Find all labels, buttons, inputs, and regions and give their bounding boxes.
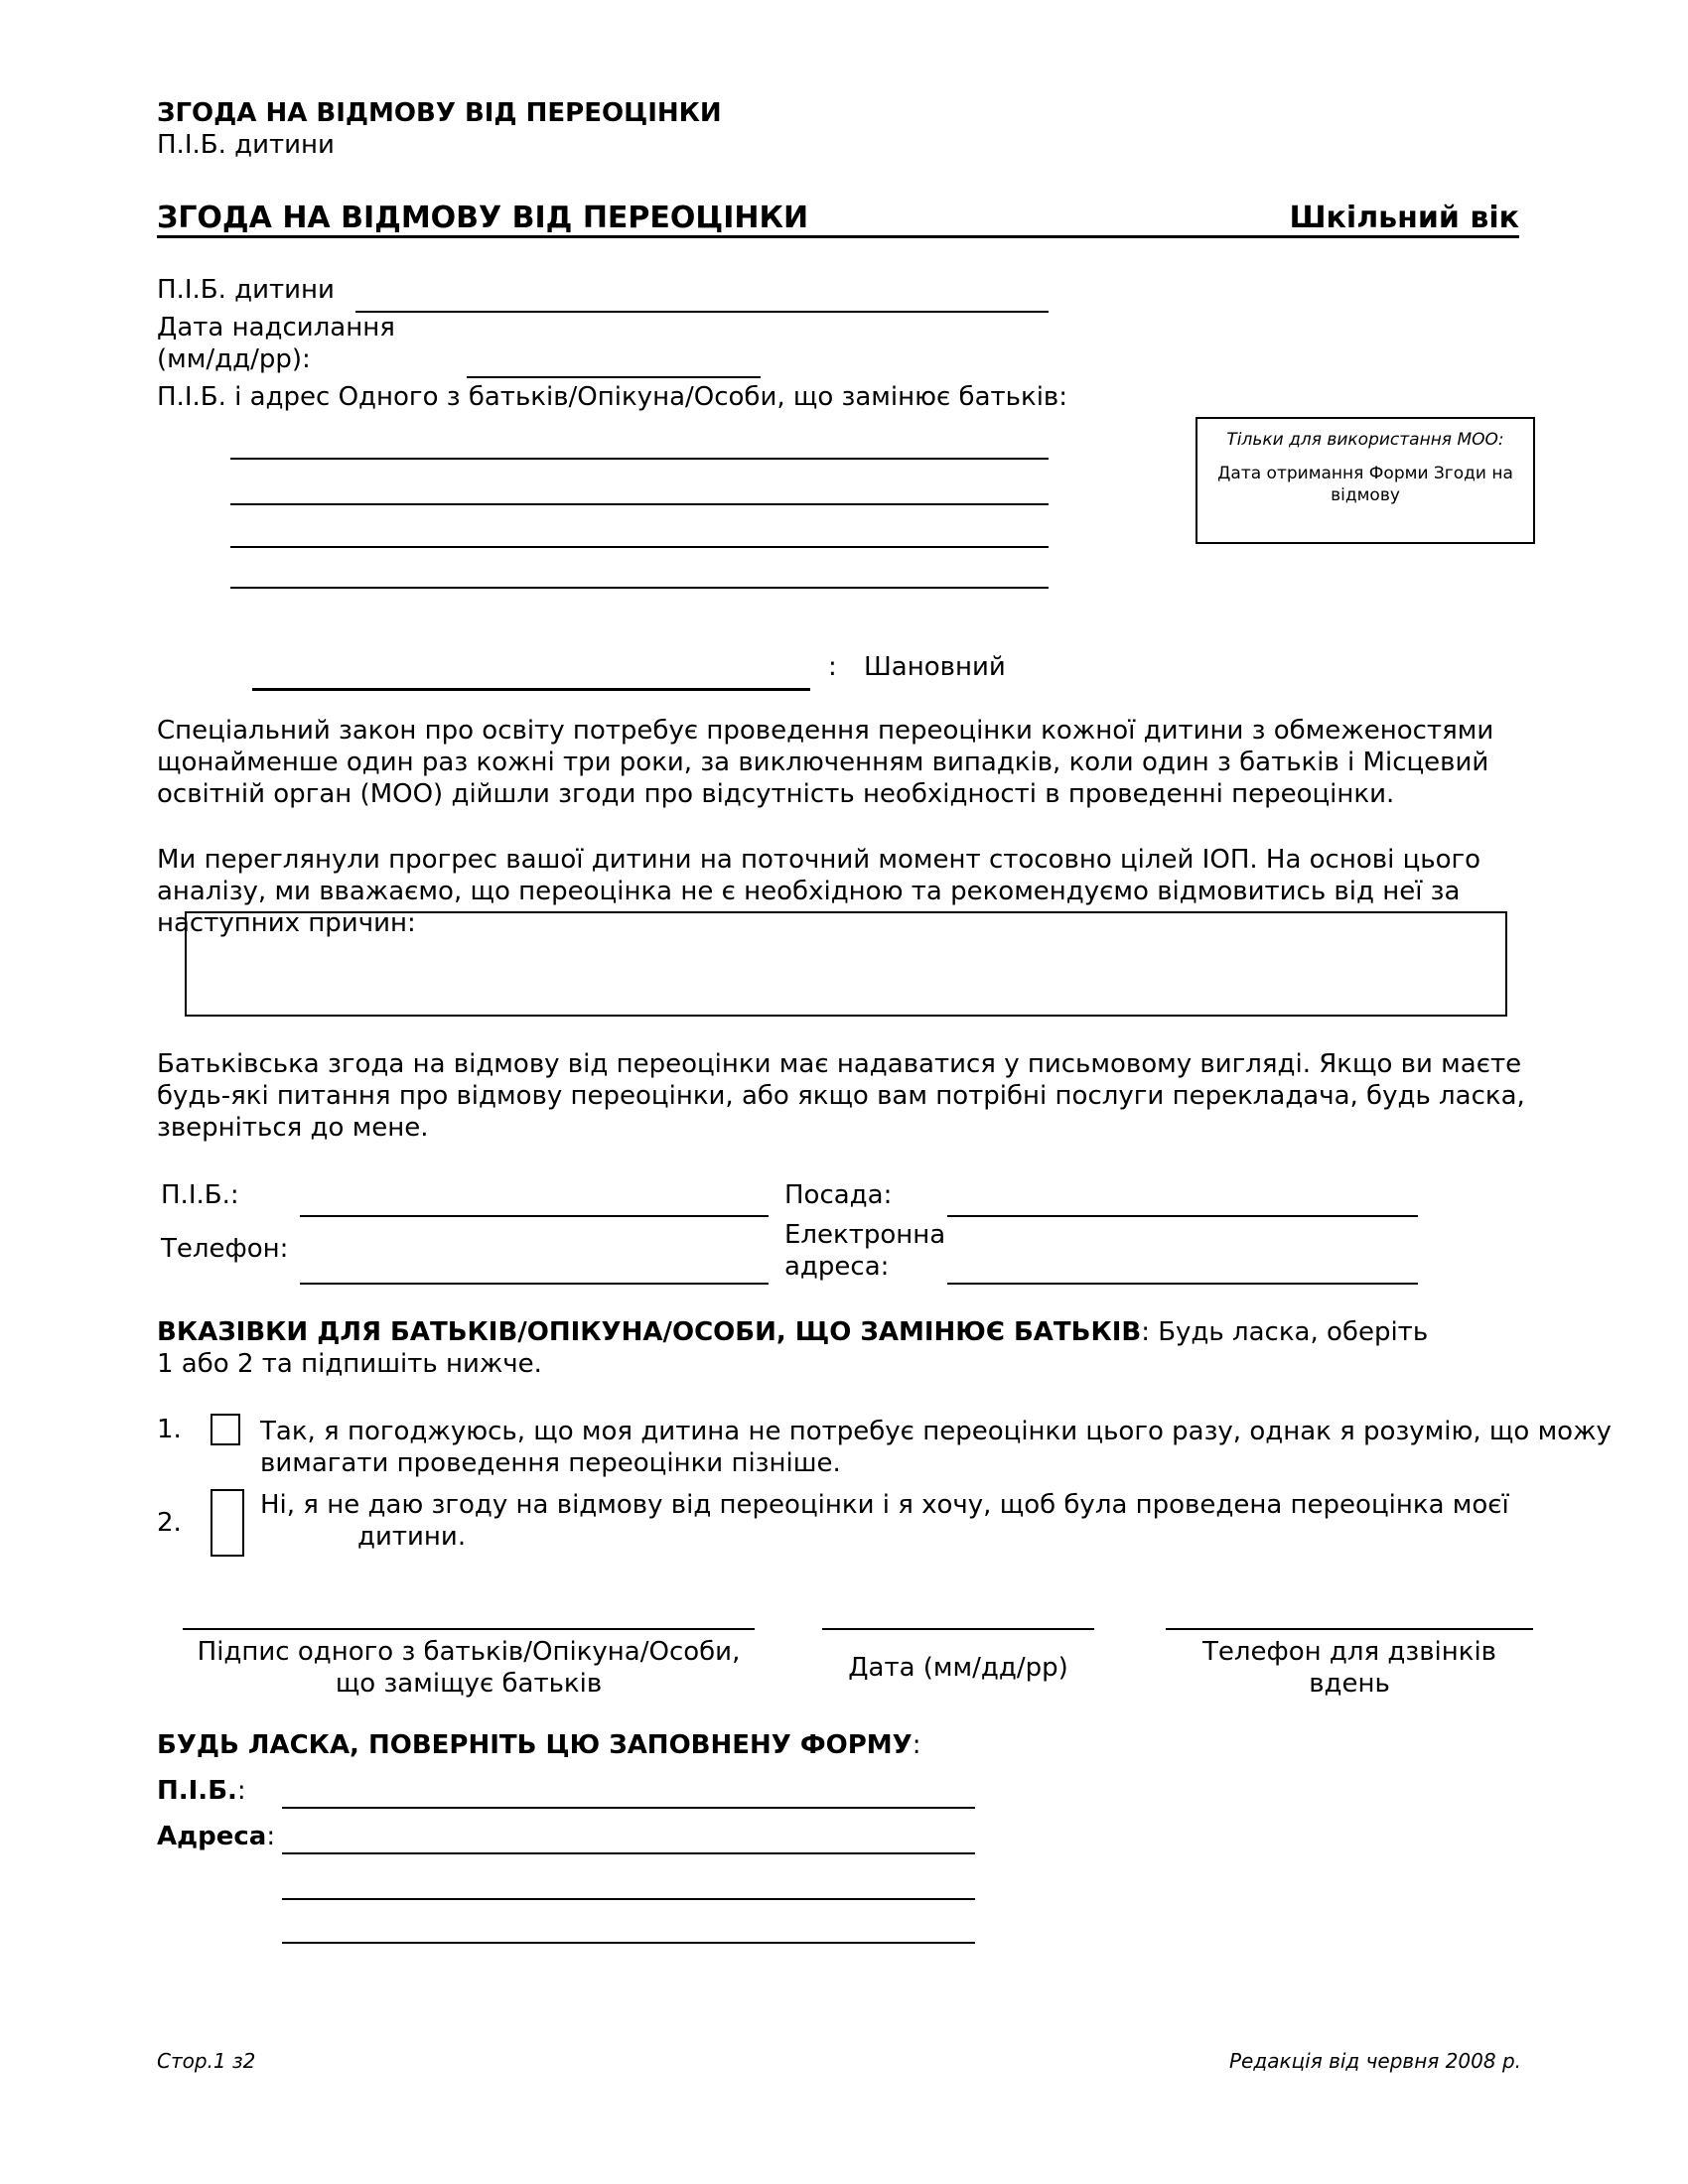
main-title: ЗГОДА НА ВІДМОВУ ВІД ПЕРЕОЦІНКИ	[157, 201, 809, 235]
age-label: Шкільний вік	[1289, 201, 1519, 235]
child-name-label: П.І.Б. дитини	[157, 275, 335, 305]
return-title-colon: :	[912, 1730, 921, 1760]
option-1-checkbox[interactable]	[211, 1414, 240, 1445]
return-address-line-1[interactable]	[282, 1852, 975, 1854]
signature-date-label: Дата (мм/дд/рр)	[848, 1653, 1068, 1683]
contact-email-label-2: адреса:	[784, 1252, 890, 1282]
return-title	[157, 1729, 921, 1761]
contact-phone-label: Телефон:	[161, 1234, 289, 1264]
option-1-line-1: Так, я погоджуюсь, що моя дитина не потребує переоцінки цього разу, однак я розумію, що можу	[260, 1417, 1612, 1446]
paragraph-review: Ми переглянули прогрес вашої дитини на поточний момент стосовно цілей ІОП. На основі цього аналізу, ми вважаємо, що переоцінка не є необхідною та рекомендуємо відмовитись від неї за наступних причин:	[157, 845, 1481, 938]
contact-phone-line[interactable]	[300, 1283, 769, 1285]
return-name-label	[157, 1775, 246, 1807]
date-sent-line[interactable]	[467, 376, 761, 378]
return-address-line-3[interactable]	[282, 1942, 975, 1944]
paragraph-law: Спеціальний закон про освіту потребує проведення переоцінки кожної дитини з обмеженостями щонайменше один раз кожні три роки, за виключенням випадків, коли один з батьків і Місцевий освітній орган (МОО) дійшли згоди про відсутність необхідності в проведенні переоцінки.	[157, 716, 1494, 809]
option-2-checkbox[interactable]	[211, 1489, 244, 1557]
reasons-box[interactable]	[185, 911, 1507, 1017]
signature-line[interactable]	[183, 1628, 755, 1630]
top-child-name: П.І.Б. дитини	[157, 130, 335, 160]
return-name-colon: :	[236, 1776, 246, 1806]
option-2-line-1: Ні, я не даю згоду на відмову від переоцінки і я хочу, щоб була проведена переоцінка моєї	[260, 1490, 1509, 1520]
greeting-salutation: Шановний	[864, 652, 1006, 682]
return-name-line[interactable]	[282, 1807, 975, 1809]
signature-date-line[interactable]	[822, 1628, 1094, 1630]
contact-name-line[interactable]	[300, 1215, 769, 1217]
instructions-bold: ВКАЗІВКИ ДЛЯ БАТЬКІВ/ОПІКУНА/ОСОБИ, ЩО ЗАМІНЮЄ БАТЬКІВ	[157, 1317, 1142, 1347]
option-1-line-2: вимагати проведення переоцінки пізніше.	[260, 1448, 841, 1478]
title-rule	[157, 235, 1519, 238]
contact-position-line[interactable]	[947, 1215, 1418, 1217]
recipient-line[interactable]	[252, 688, 810, 691]
moo-box	[1196, 417, 1535, 544]
signature-phone-label-2: вдень	[1309, 1669, 1390, 1699]
child-name-line[interactable]	[355, 311, 1049, 313]
contact-name-label: П.І.Б.:	[161, 1180, 239, 1210]
date-sent-label-1: Дата надсилання	[157, 313, 395, 342]
paragraph-consent: Батьківська згода на відмову від переоцінки має надаватися у письмовому вигляді. Якщо ви маєте будь-які питання про відмову переоцінки, або якщо вам потрібні послуги перекладача, будь ласка, зверніться до мене.	[157, 1049, 1525, 1143]
return-address-text: Адреса	[157, 1822, 267, 1851]
return-title-text: БУДЬ ЛАСКА, ПОВЕРНІТЬ ЦЮ ЗАПОВНЕНУ ФОРМУ	[157, 1730, 913, 1760]
option-2-line-2: дитини.	[357, 1522, 467, 1552]
contact-email-line[interactable]	[947, 1283, 1418, 1285]
footer-revision: Редакція від червня 2008 р.	[1229, 2049, 1521, 2073]
parent-address-line-2[interactable]	[230, 503, 1049, 505]
parent-address-label: П.І.Б. і адрес Одного з батьків/Опікуна/Особи, що замінює батьків:	[157, 382, 1068, 412]
signature-phone-line[interactable]	[1166, 1628, 1533, 1630]
option-2-number: 2.	[157, 1508, 182, 1538]
top-title: ЗГОДА НА ВІДМОВУ ВІД ПЕРЕОЦІНКИ	[157, 98, 722, 128]
parent-address-line-3[interactable]	[230, 546, 1049, 548]
return-address-label	[157, 1821, 275, 1852]
instructions	[157, 1316, 1448, 1380]
moo-box-title: Тільки для використання МОО:	[1226, 430, 1504, 450]
return-address-colon: :	[266, 1822, 276, 1851]
signature-label-1: Підпис одного з батьків/Опікуна/Особи,	[197, 1637, 741, 1667]
moo-box-text: Дата отримання Форми Згоди на відмову	[1217, 464, 1513, 505]
parent-address-line-1[interactable]	[230, 458, 1049, 460]
return-name-text: П.І.Б.	[157, 1776, 237, 1806]
signature-phone-label-1: Телефон для дзвінків	[1202, 1637, 1496, 1667]
greeting-colon: :	[828, 652, 837, 682]
date-sent-label-2: (мм/дд/рр):	[157, 344, 311, 374]
return-address-line-2[interactable]	[282, 1898, 975, 1900]
parent-address-line-4[interactable]	[230, 587, 1049, 589]
signature-label-2: що заміщує батьків	[335, 1669, 603, 1699]
instructions-rest: : Будь ласка, оберіть 1 або 2 та підпишіть нижче.	[157, 1317, 1429, 1379]
footer-page: Стор.1 з2	[157, 2049, 256, 2073]
contact-email-label-1: Електронна	[784, 1220, 946, 1250]
contact-position-label: Посада:	[784, 1180, 893, 1210]
option-1-number: 1.	[157, 1415, 182, 1444]
